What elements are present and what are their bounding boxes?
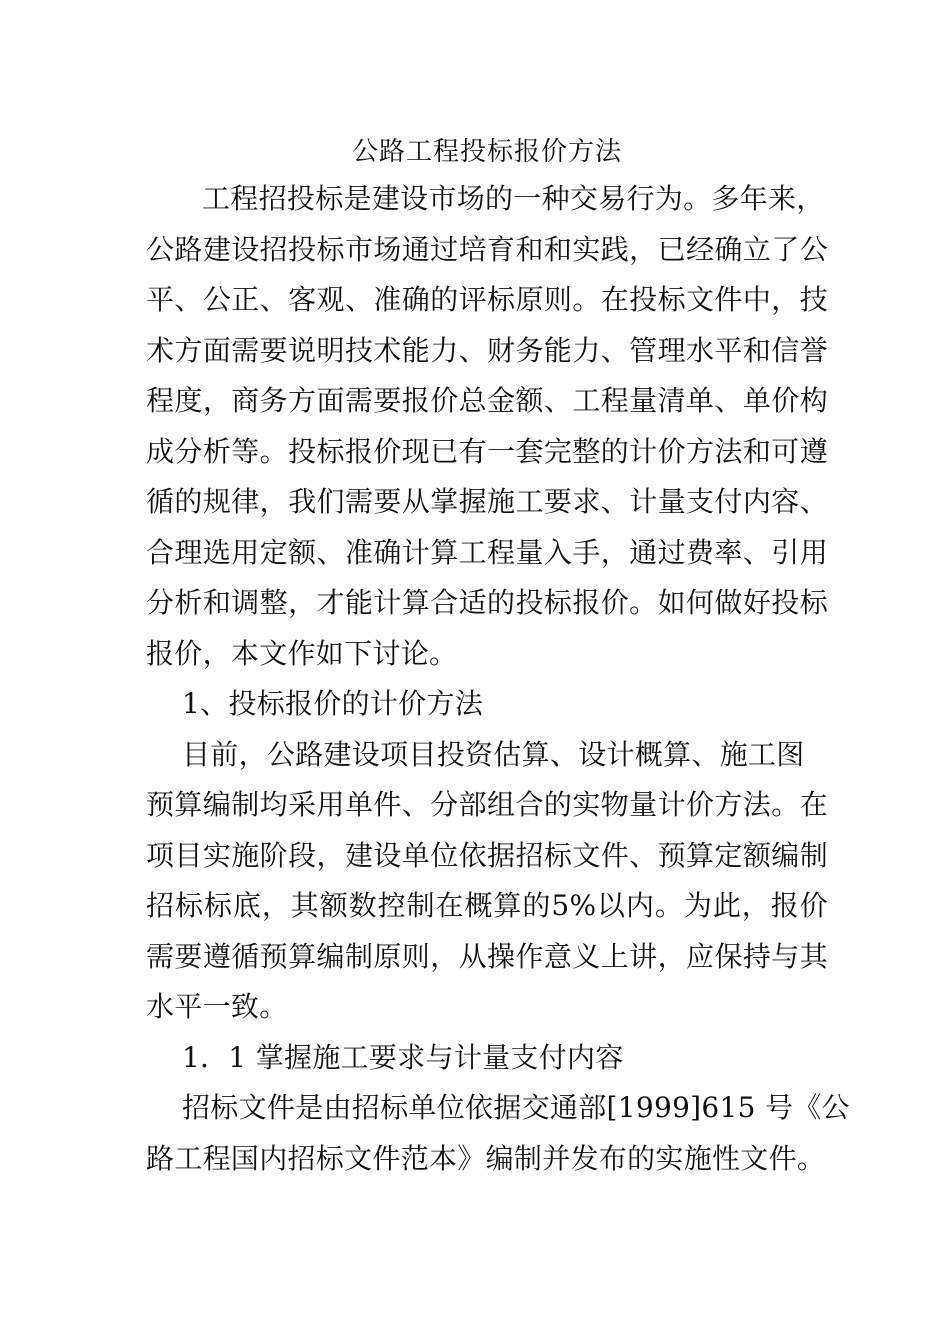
text-line: 招标标底，其额数控制在概算的5%以内。为此，报价 <box>146 889 828 922</box>
text-line: 项目实施阶段，建设单位依据招标文件、预算定额编制 <box>146 838 828 872</box>
text-line: 预算编制均采用单件、分部组合的实物量计价方法。在 <box>146 788 828 821</box>
text-line: 术方面需要说明技术能力、财务能力、管理水平和信誉 <box>146 333 828 367</box>
text-line: 路工程国内招标文件范本》编制并发布的实施性文件。 <box>146 1141 826 1175</box>
text-line: 目前，公路建设项目投资估算、设计概算、施工图 <box>182 737 805 771</box>
document-title: 公路工程投标报价方法 <box>351 137 622 167</box>
text-line: 成分析等。投标报价现已有一套完整的计价方法和可遵 <box>146 434 828 468</box>
text-line: 报价，本文作如下讨论。 <box>146 636 458 670</box>
section-heading-1-1 <box>146 1033 828 1084</box>
text-line: 程度，商务方面需要报价总金额、工程量清单、单价构 <box>146 384 828 417</box>
text-line: 需要遵循预算编制原则，从操作意义上讲，应保持与其 <box>146 939 828 973</box>
document-body <box>146 130 850 1184</box>
intro-paragraph <box>146 174 828 679</box>
text-line: 循的规律，我们需要从掌握施工要求、计量支付内容、 <box>146 485 828 518</box>
text-line: 平、公正、客观、准确的评标原则。在投标文件中，技 <box>146 283 828 316</box>
pricing-method-paragraph <box>146 730 828 1033</box>
text-line: 水平一致。 <box>146 990 288 1023</box>
text-line: 分析和调整，才能计算合适的投标报价。如何做好投标 <box>146 586 828 619</box>
text-line: 合理选用定额、准确计算工程量入手，通过费率、引用 <box>146 535 828 569</box>
text-line: 工程招投标是建设市场的一种交易行为。多年来， <box>202 182 825 215</box>
heading-line: 1．1 掌握施工要求与计量支付内容 <box>182 1040 624 1074</box>
heading-line: 1、投标报价的计价方法 <box>182 687 484 720</box>
tender-document-paragraph <box>146 1083 850 1184</box>
section-heading-1 <box>146 679 828 730</box>
text-line: 招标文件是由招标单位依据交通部[1999]615 号《公 <box>182 1091 850 1124</box>
text-line: 公路建设招投标市场通过培育和和实践，已经确立了公 <box>146 232 828 266</box>
